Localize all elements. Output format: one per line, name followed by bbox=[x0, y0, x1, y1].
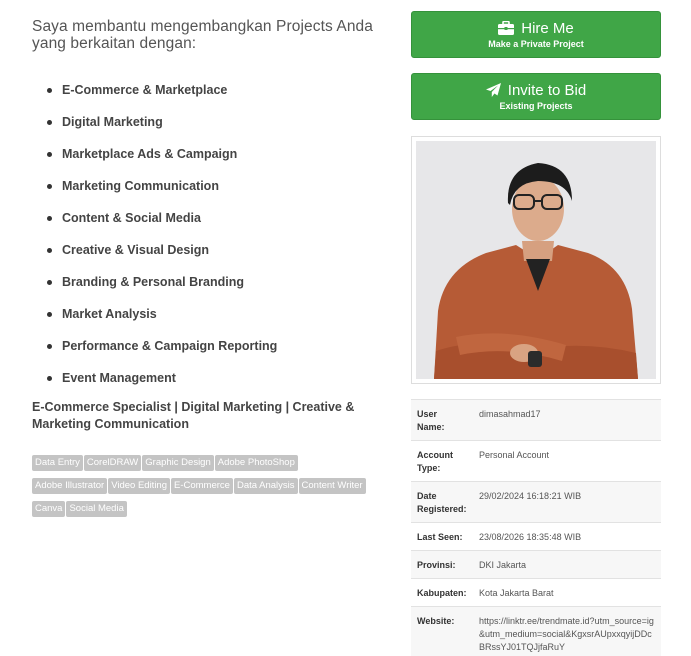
info-key: Account Type: bbox=[411, 441, 473, 482]
info-row-username bbox=[411, 400, 661, 441]
skill-tag[interactable]: Adobe PhotoShop bbox=[215, 455, 298, 471]
hire-me-sublabel: Make a Private Project bbox=[488, 39, 584, 49]
info-key: Last Seen: bbox=[411, 523, 473, 551]
profile-info-table bbox=[411, 399, 661, 656]
info-row-account-type bbox=[411, 441, 661, 482]
info-row-website bbox=[411, 607, 661, 656]
hire-me-button[interactable] bbox=[411, 11, 661, 58]
info-value: DKI Jakarta bbox=[473, 551, 661, 579]
skill-tag[interactable]: Graphic Design bbox=[142, 455, 213, 471]
service-item: E-Commerce & Marketplace bbox=[32, 82, 392, 114]
services-list bbox=[32, 82, 392, 402]
info-key: Date Registered: bbox=[411, 482, 473, 523]
profile-photo-frame bbox=[411, 136, 661, 384]
skill-tag[interactable]: Video Editing bbox=[108, 478, 170, 494]
hire-me-label: Hire Me bbox=[521, 19, 574, 37]
info-row-date-registered bbox=[411, 482, 661, 523]
info-key: Kabupaten: bbox=[411, 579, 473, 607]
profile-sidebar bbox=[411, 11, 661, 656]
info-key: User Name: bbox=[411, 400, 473, 441]
service-item: Market Analysis bbox=[32, 306, 392, 338]
invite-to-bid-button[interactable] bbox=[411, 73, 661, 120]
invite-to-bid-sublabel: Existing Projects bbox=[499, 101, 573, 111]
skill-tag[interactable]: Canva bbox=[32, 501, 65, 517]
info-row-provinsi bbox=[411, 551, 661, 579]
specialist-headline: E-Commerce Specialist | Digital Marketing | Creative & Marketing Communication bbox=[32, 400, 355, 431]
skill-tag[interactable]: Data Entry bbox=[32, 455, 83, 471]
skill-tag[interactable]: Data Analysis bbox=[234, 478, 298, 494]
service-item: Performance & Campaign Reporting bbox=[32, 338, 392, 370]
info-value-cell bbox=[473, 607, 661, 656]
service-item: Content & Social Media bbox=[32, 210, 392, 242]
profile-photo bbox=[416, 141, 656, 379]
info-value: dimasahmad17 bbox=[473, 400, 661, 441]
intro-text: Saya membantu mengembangkan Projects Anda yang berkaitan dengan: bbox=[32, 18, 373, 52]
website-link[interactable]: https://linktr.ee/trendmate.id?utm_source=ig&utm_medium=social&KgxsrAUpxxqyijDDcBRssYJ01TQJjfaRuY bbox=[479, 616, 654, 652]
paper-plane-icon bbox=[486, 83, 501, 97]
skill-tags bbox=[32, 452, 392, 521]
skill-tag[interactable]: Content Writer bbox=[299, 478, 366, 494]
skill-tag[interactable]: Adobe Illustrator bbox=[32, 478, 107, 494]
info-row-kabupaten bbox=[411, 579, 661, 607]
service-item: Branding & Personal Branding bbox=[32, 274, 392, 306]
info-key: Website: bbox=[411, 607, 473, 656]
briefcase-icon bbox=[498, 21, 514, 35]
info-key: Provinsi: bbox=[411, 551, 473, 579]
info-value: Kota Jakarta Barat bbox=[473, 579, 661, 607]
skill-tag[interactable]: CorelDRAW bbox=[84, 455, 141, 471]
info-row-last-seen bbox=[411, 523, 661, 551]
skill-tag[interactable]: Social Media bbox=[66, 501, 126, 517]
freelancer-summary bbox=[32, 18, 392, 521]
service-item: Event Management bbox=[32, 370, 392, 402]
invite-to-bid-label: Invite to Bid bbox=[507, 81, 587, 99]
service-item: Digital Marketing bbox=[32, 114, 392, 146]
service-item: Marketplace Ads & Campaign bbox=[32, 146, 392, 178]
service-item: Marketing Communication bbox=[32, 178, 392, 210]
info-value: Personal Account bbox=[473, 441, 661, 482]
info-value: 29/02/2024 16:18:21 WIB bbox=[473, 482, 661, 523]
service-item: Creative & Visual Design bbox=[32, 242, 392, 274]
skill-tag[interactable]: E-Commerce bbox=[171, 478, 233, 494]
info-value: 23/08/2026 18:35:48 WIB bbox=[473, 523, 661, 551]
